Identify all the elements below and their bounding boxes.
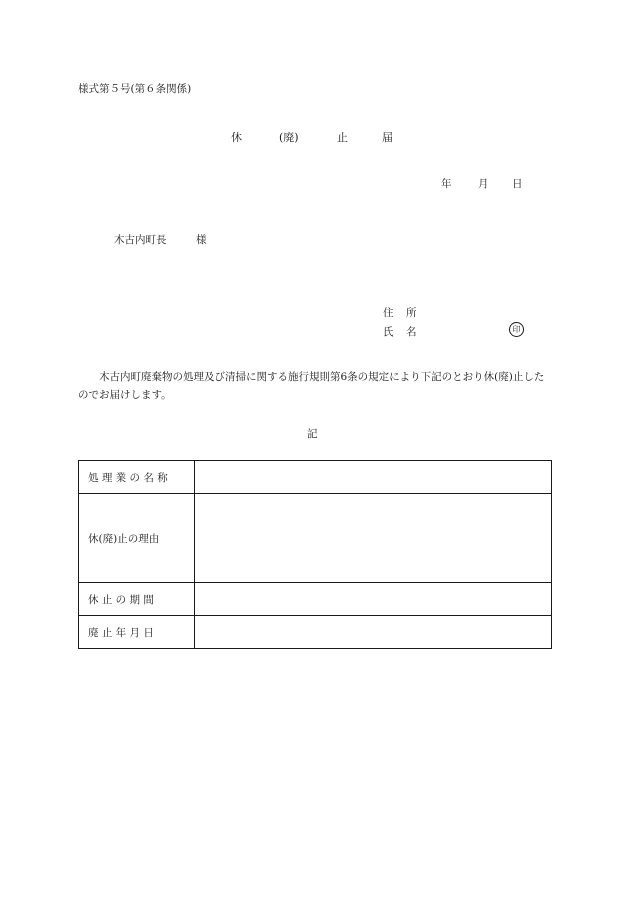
title-char-kyu: 休 bbox=[231, 131, 242, 144]
name-label-char-2: 名 bbox=[406, 326, 417, 338]
form-number: 様式第５号(第６条関係) bbox=[78, 83, 192, 95]
row-value-business-name[interactable] bbox=[195, 461, 552, 494]
date-year-label: 年 bbox=[441, 178, 452, 190]
address-label-char-1: 住 bbox=[383, 307, 394, 319]
addressee-honorific: 様 bbox=[196, 234, 207, 246]
row-value-abolition-date[interactable] bbox=[195, 616, 552, 649]
table-row bbox=[79, 461, 552, 494]
addressee-name: 木古内町長 bbox=[114, 234, 167, 246]
row-label-suspension-period: 休 止 の 期 間 bbox=[79, 583, 195, 616]
table-row bbox=[79, 616, 552, 649]
body-paragraph: 木古内町廃棄物の処理及び清掃に関する施行規則第6条の規定により下記のとおり休(廃)止したのでお届けします。 bbox=[78, 371, 545, 401]
table-row bbox=[79, 494, 552, 583]
title-char-shi: 止 bbox=[337, 131, 348, 144]
name-label-char-1: 氏 bbox=[383, 326, 394, 338]
details-table bbox=[78, 460, 552, 649]
address-label-char-2: 所 bbox=[406, 307, 417, 319]
title-char-hai: (廃) bbox=[279, 131, 299, 144]
seal-mark: 印 bbox=[509, 322, 524, 337]
row-label-business-name: 処 理 業 の 名 称 bbox=[79, 461, 195, 494]
ki-heading: 記 bbox=[307, 428, 318, 440]
row-label-abolition-date: 廃 止 年 月 日 bbox=[79, 616, 195, 649]
row-value-suspension-period[interactable] bbox=[195, 583, 552, 616]
title-char-todoke: 届 bbox=[382, 131, 393, 144]
row-label-reason: 休(廃)止の理由 bbox=[79, 494, 195, 583]
table-row bbox=[79, 583, 552, 616]
date-day-label: 日 bbox=[512, 178, 523, 190]
row-value-reason[interactable] bbox=[195, 494, 552, 583]
date-month-label: 月 bbox=[478, 178, 489, 190]
